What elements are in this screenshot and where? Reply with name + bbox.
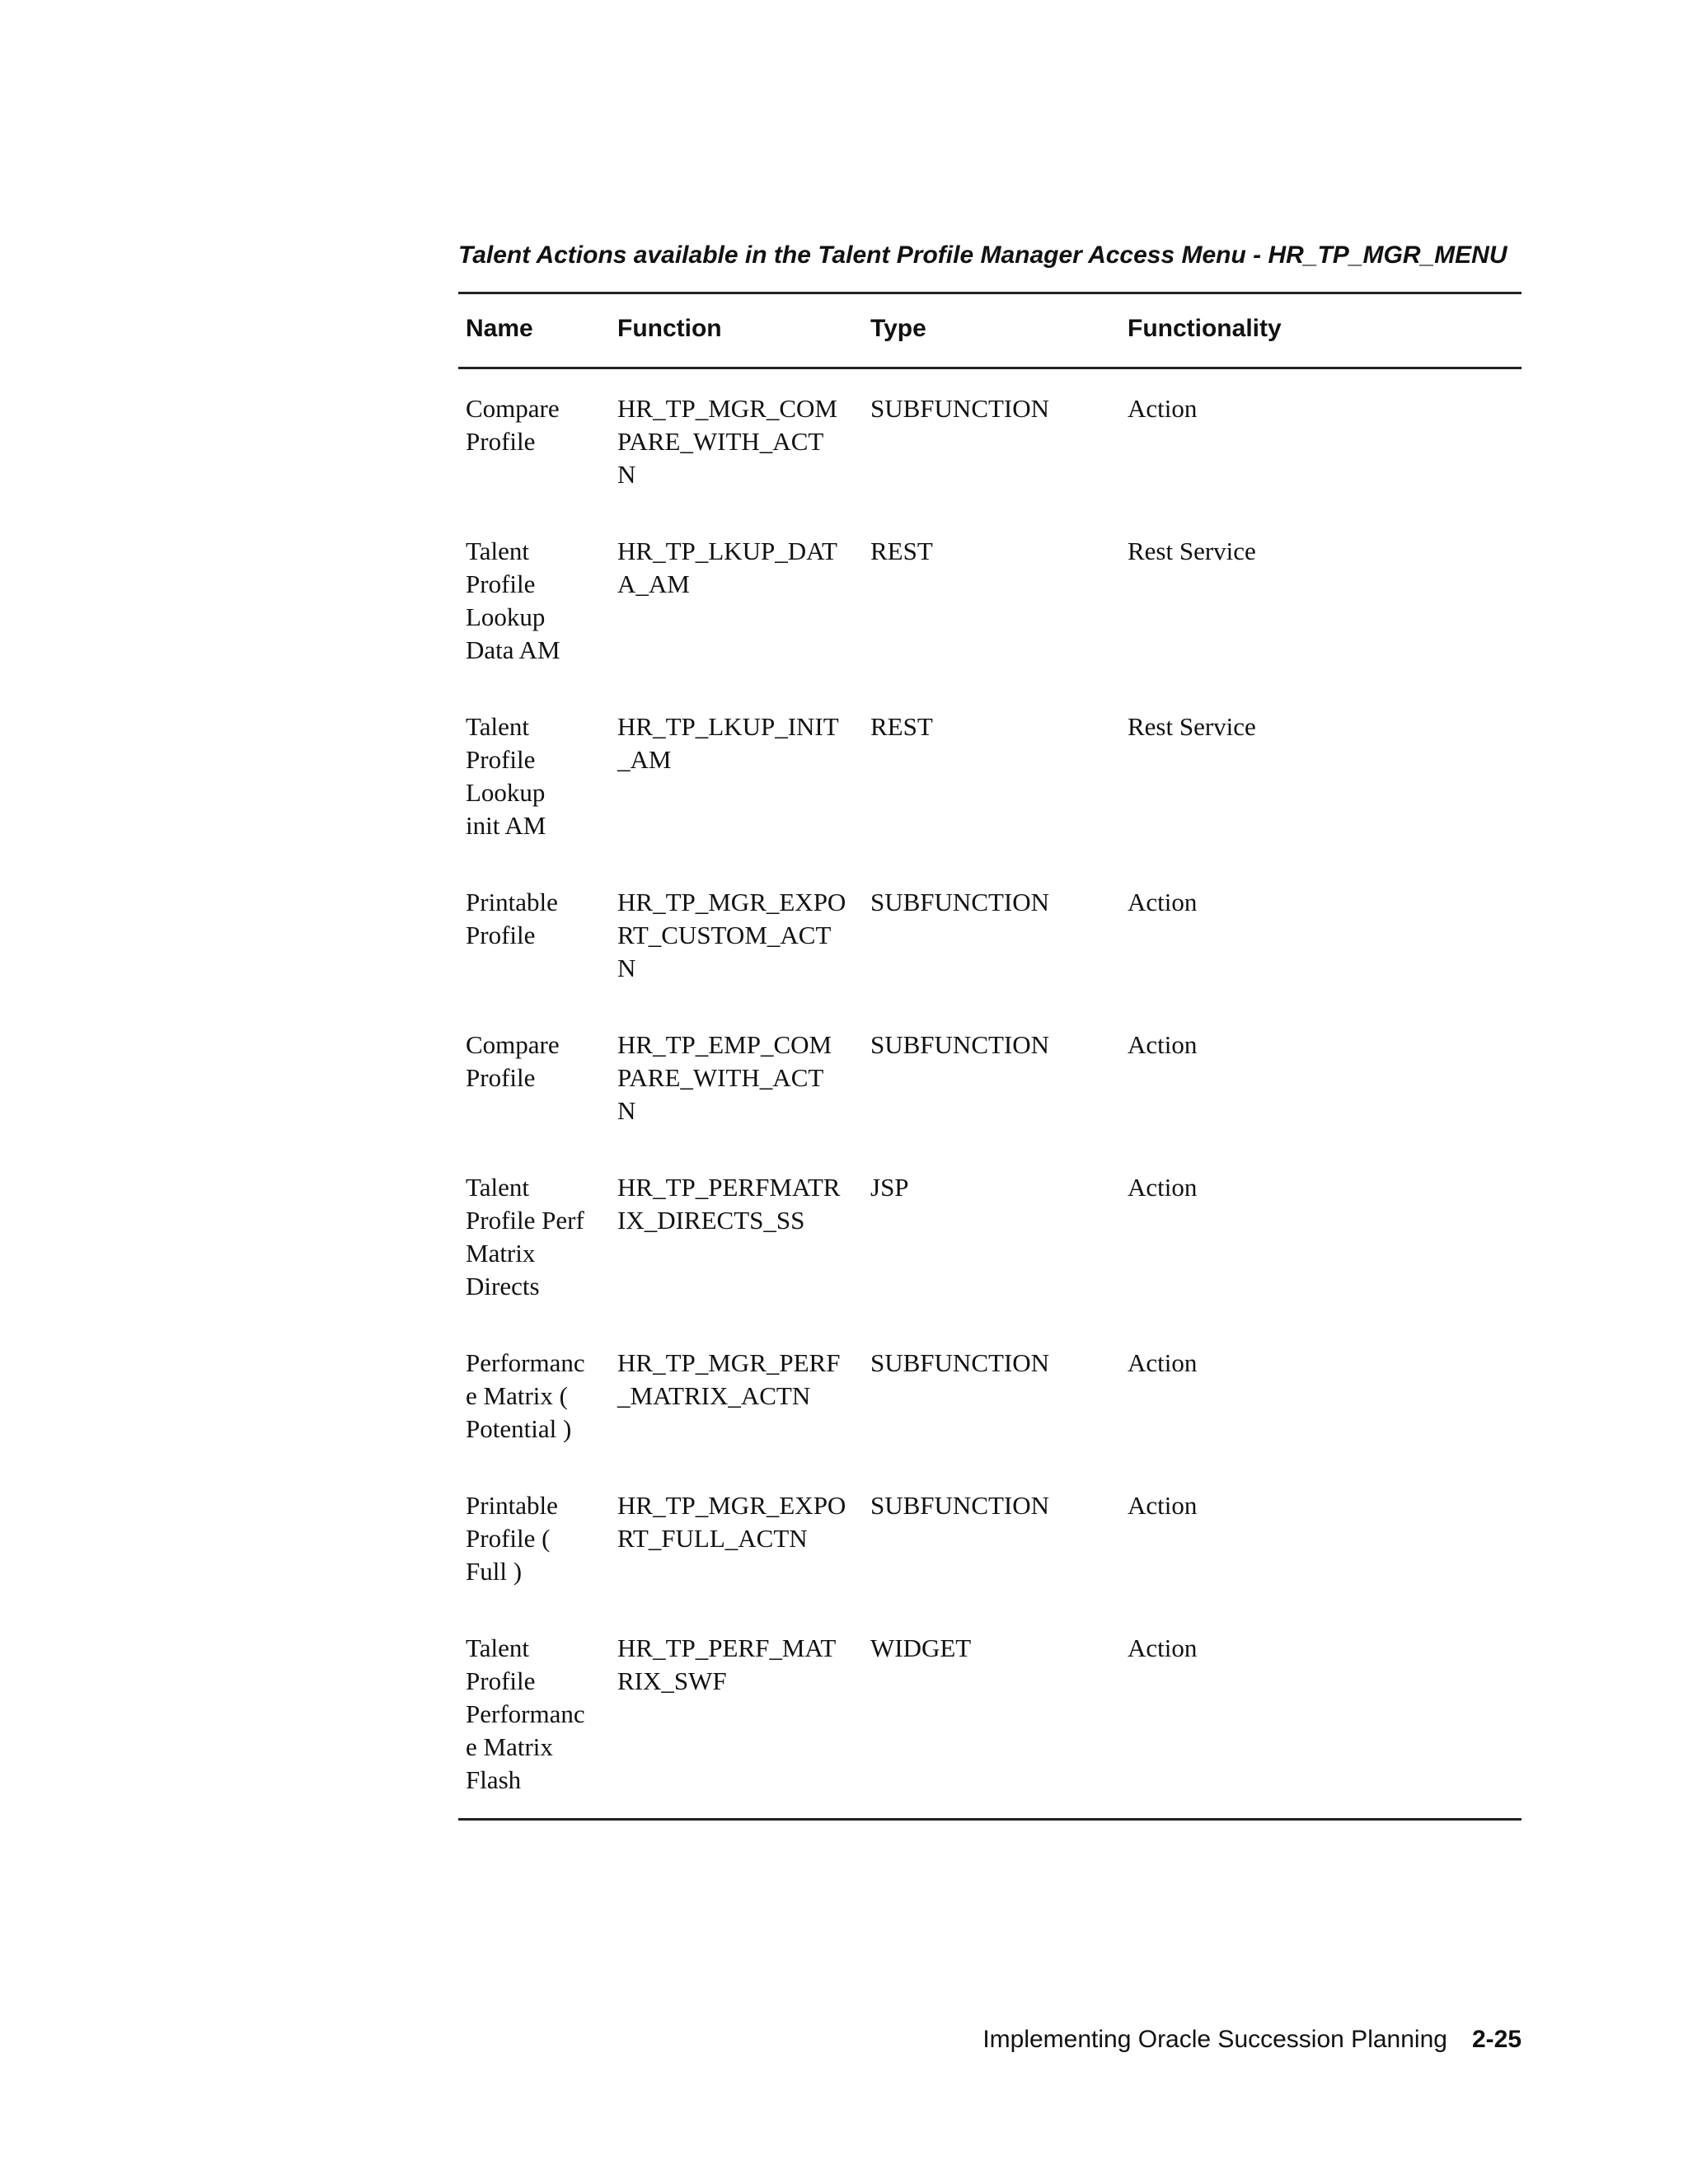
row-type: SUBFUNCTION — [870, 1348, 1050, 1377]
header-function: Function — [617, 315, 722, 342]
row-type: SUBFUNCTION — [870, 1030, 1050, 1059]
row-function: HR_TP_MGR_EXPO RT_FULL_ACTN — [617, 1491, 846, 1553]
row-functionality: Rest Service — [1128, 712, 1256, 741]
row-function: HR_TP_PERFMATR IX_DIRECTS_SS — [617, 1173, 841, 1235]
row-functionality: Action — [1128, 1633, 1198, 1662]
row-name: Performanc e Matrix ( Potential ) — [466, 1348, 585, 1443]
table-bottom-rule — [458, 1818, 1522, 1821]
row-function: HR_TP_LKUP_DAT A_AM — [617, 537, 837, 598]
row-functionality: Action — [1128, 1491, 1198, 1520]
page-number: 2-25 — [1471, 2026, 1522, 2053]
row-name: Talent Profile Performanc e Matrix Flash — [466, 1633, 585, 1794]
row-name: Talent Profile Lookup Data AM — [466, 537, 560, 664]
row-name: Printable Profile ( Full ) — [466, 1491, 558, 1586]
row-name: Printable Profile — [466, 888, 558, 949]
row-name: Talent Profile Lookup init AM — [466, 712, 546, 840]
row-function: HR_TP_MGR_PERF _MATRIX_ACTN — [617, 1348, 841, 1410]
row-functionality: Rest Service — [1128, 537, 1256, 565]
row-function: HR_TP_PERF_MAT RIX_SWF — [617, 1633, 837, 1695]
footer-title: Implementing Oracle Succession Planning — [982, 2026, 1447, 2053]
row-functionality: Action — [1128, 1030, 1198, 1059]
table-top-rule — [458, 292, 1522, 294]
row-functionality: Action — [1128, 1173, 1198, 1202]
row-type: REST — [870, 712, 933, 741]
row-function: HR_TP_EMP_COM PARE_WITH_ACT N — [617, 1030, 832, 1125]
row-type: WIDGET — [870, 1633, 972, 1662]
row-name: Talent Profile Perf Matrix Directs — [466, 1173, 584, 1301]
row-type: SUBFUNCTION — [870, 394, 1050, 423]
page-footer — [907, 2023, 1522, 2056]
row-name: Compare Profile — [466, 394, 560, 456]
row-name: Compare Profile — [466, 1030, 560, 1092]
header-functionality: Functionality — [1128, 315, 1282, 342]
table-header-rule — [458, 367, 1522, 369]
row-functionality: Action — [1128, 888, 1198, 916]
row-type: SUBFUNCTION — [870, 888, 1050, 916]
row-type: REST — [870, 537, 933, 565]
table-title: Talent Actions available in the Talent Profile Manager Access Menu - HR_TP_MGR_MENU — [458, 241, 1507, 269]
row-functionality: Action — [1128, 1348, 1198, 1377]
row-function: HR_TP_LKUP_INIT _AM — [617, 712, 839, 774]
row-function: HR_TP_MGR_EXPO RT_CUSTOM_ACT N — [617, 888, 846, 982]
row-type: JSP — [870, 1173, 909, 1202]
table-header-row — [458, 309, 1522, 350]
header-type: Type — [870, 315, 926, 342]
row-function: HR_TP_MGR_COM PARE_WITH_ACT N — [617, 394, 837, 489]
header-name: Name — [466, 315, 533, 342]
row-functionality: Action — [1128, 394, 1198, 423]
row-type: SUBFUNCTION — [870, 1491, 1050, 1520]
